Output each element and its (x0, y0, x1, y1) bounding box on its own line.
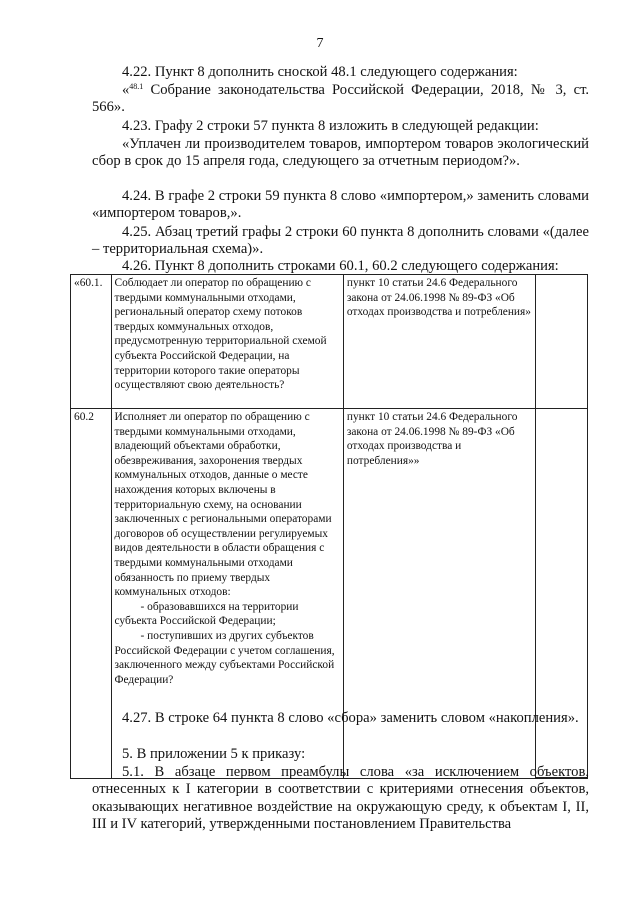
row-number: «60.1. (74, 277, 103, 289)
paragraph-4-27-text: 4.27. В строке 64 пункта 8 слово «сбора» заменить словом «накопления». (122, 710, 579, 726)
empty-cell (535, 275, 587, 409)
question-bullet-1: - образовавшихся на территории субъекта Российской Федерации; (114, 600, 299, 628)
question-text: Соблюдает ли оператор по обращению с твердыми коммунальными отходами, региональный оператор схему потоков твердых коммунальных отходов, предусмотренную территориальной схемой субъекта Российской Федерации, на территории которого такие операторы осуществляют свою деятельность? (114, 277, 327, 392)
paragraph-4-23 (92, 118, 589, 135)
amendment-table (70, 274, 588, 779)
paragraph-4-22-text: 4.22. Пункт 8 дополнить сноской 48.1 следующего содержания: (122, 64, 518, 80)
question-bullet-2: - поступивших из других субъектов Российской Федерации с учетом соглашения, заключенного между субъектами Российской Федерации? (114, 629, 335, 686)
paragraph-4-25-text: 4.25. Абзац третий графы 2 строки 60 пункта 8 дополнить словами «(далее – территориальная схема)». (92, 224, 589, 258)
paragraph-4-26-text: 4.26. Пункт 8 дополнить строками 60.1, 60.2 следующего содержания: (122, 258, 559, 274)
reference-text: пункт 10 статьи 24.6 Федерального закона от 24.06.1998 № 89-ФЗ «Об отходах производства и потребления» (346, 277, 531, 319)
page-number: 7 (316, 36, 324, 51)
paragraph-5-text: 5. В приложении 5 к приказу: (122, 746, 306, 762)
paragraph-4-27 (92, 710, 589, 727)
reference-text: пункт 10 статьи 24.6 Федерального закона от 24.06.1998 № 89-ФЗ «Об отходах производства и потребления»» (346, 411, 518, 467)
footnote-48-1 (92, 82, 589, 117)
paragraph-4-23-text: 4.23. Графу 2 строки 57 пункта 8 изложить в следующей редакции: (122, 118, 539, 134)
paragraph-4-26 (92, 258, 589, 275)
paragraph-4-25 (92, 224, 589, 259)
paragraph-5-1-text: 5.1. В абзаце первом преамбулы слова «за исключением объектов, отнесенных к I категории в соответствии с критериями отнесения объектов, оказывающих негативное воздействие на окружающую среду, к объектам I, II, III и IV категорий, утвержденными постановлением Правительства (92, 764, 589, 833)
reference-cell (343, 275, 535, 409)
footnote-text: Собрание законодательства Российской Федерации, 2018, № 3, ст. 566». (92, 82, 589, 116)
row-number: 60.2 (74, 411, 94, 423)
question-text: Исполняет ли оператор по обращению с твердыми коммунальными отходами, владеющий объектами обработки, обезвреживания, захоронения твердых коммунальных отходов, данные о месте нахождения которых включены в территориальную схему, на основании заключенных с региональными операторами договоров об осуществлении регулируемых видов деятельности в области обращения с твердыми коммунальными отходами обязанность по приему твердых коммунальных отходов: (114, 411, 332, 599)
footnote-marker: 48.1 (129, 82, 144, 91)
paragraph-4-22 (92, 64, 589, 81)
question-cell (111, 275, 343, 409)
paragraph-5-1 (92, 764, 589, 834)
row-number-cell (71, 275, 112, 409)
table-row (71, 275, 588, 409)
paragraph-4-24-text: 4.24. В графе 2 строки 59 пункта 8 слово «импортером,» заменить словами «импортером товаров,». (92, 188, 589, 222)
paragraph-4-24 (92, 188, 589, 223)
paragraph-5 (92, 746, 589, 763)
paragraph-4-23-quote (92, 136, 589, 171)
paragraph-4-23-quote-text: «Уплачен ли производителем товаров, импортером товаров экологический сбор в срок до 15 апреля года, следующего за отчетным периодом?». (92, 136, 589, 170)
footnote-open-quote: « (122, 82, 130, 98)
